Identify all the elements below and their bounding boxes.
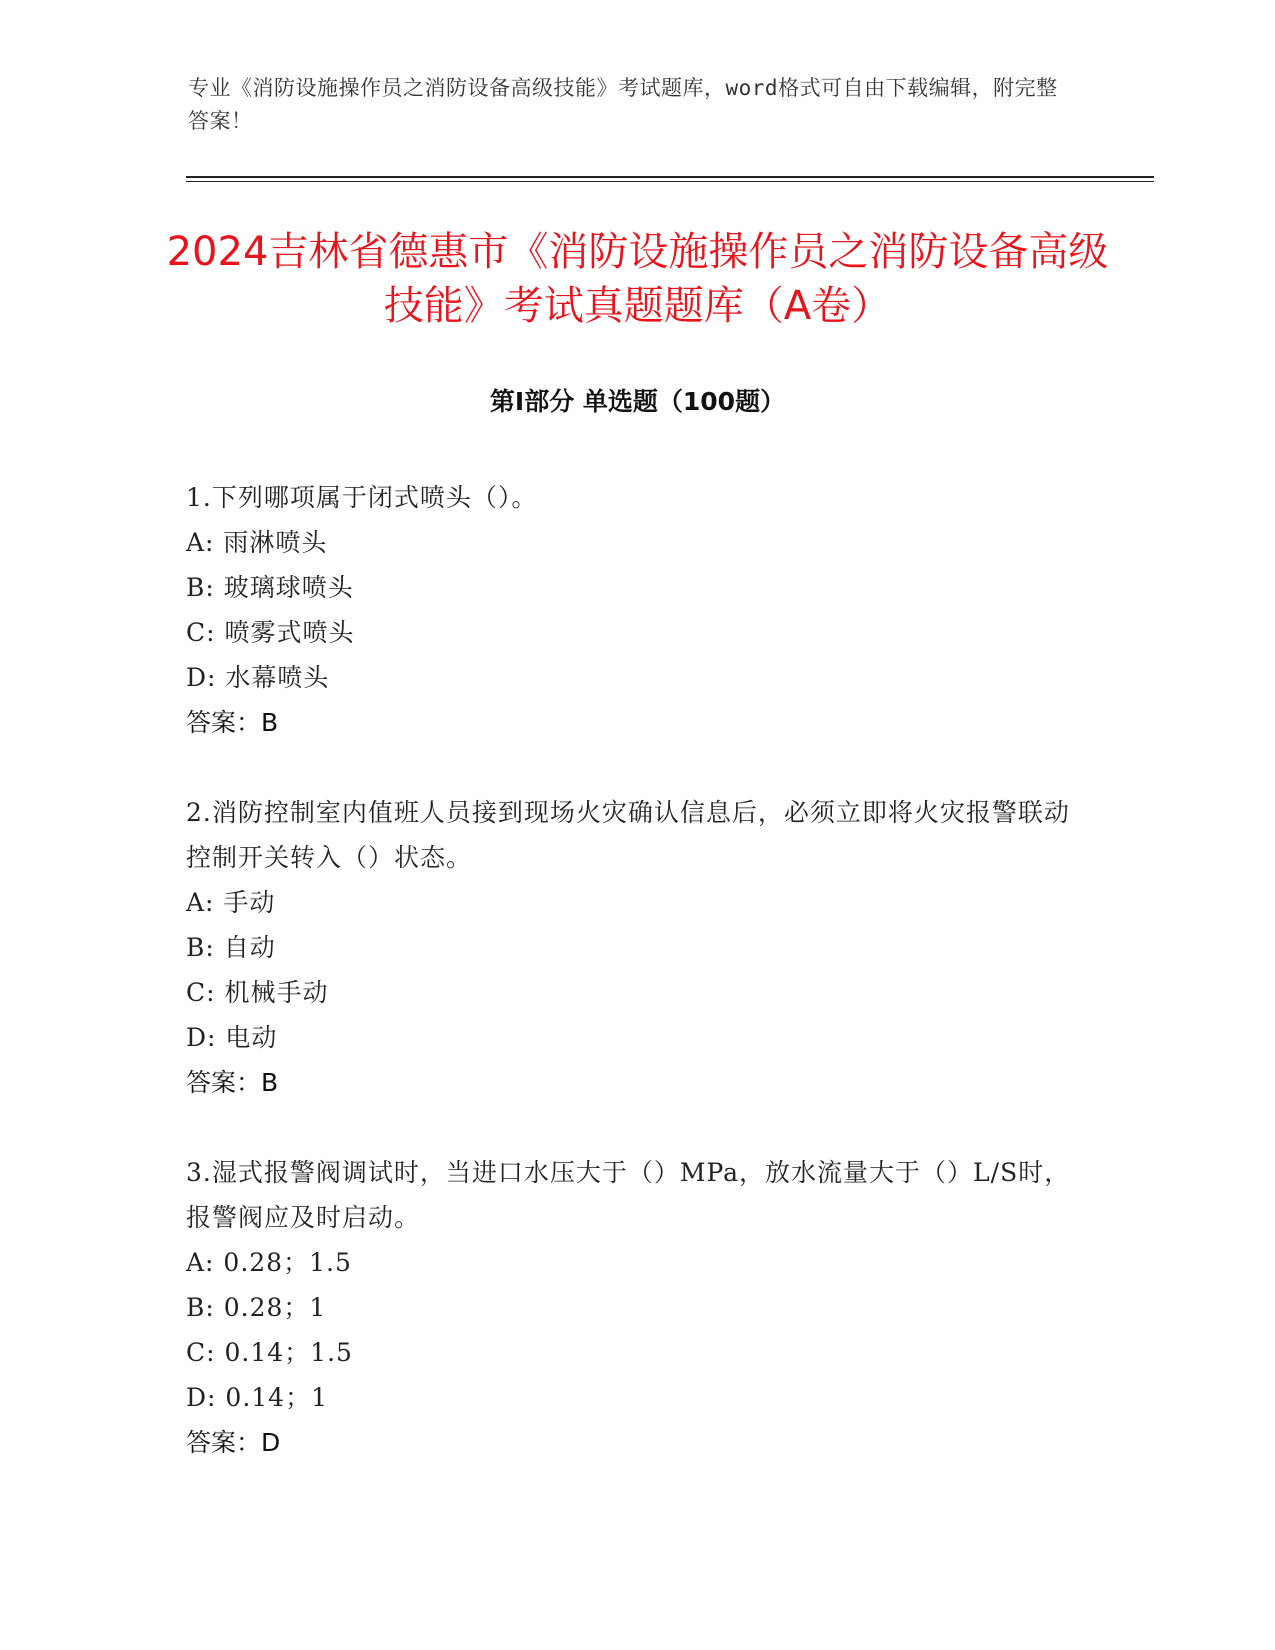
section-title: 第I部分 单选题（100题） <box>489 387 786 416</box>
header-divider-thin <box>186 181 1154 182</box>
option-d: D: 电动 <box>186 1023 278 1052</box>
option-c: C: 0.14；1.5 <box>186 1338 353 1367</box>
document-title: 2024吉林省德惠市《消防设施操作员之消防设备高级技能》考试真题题库（A卷） <box>166 229 1109 329</box>
question-stem: 3.湿式报警阀调试时，当进口水压大于（）MPa，放水流量大于（）L/S时，报警阀应及时启动。 <box>186 1158 1071 1232</box>
question-3 <box>186 1150 1086 1465</box>
question-1 <box>186 475 1086 745</box>
option-a: A: 手动 <box>186 888 276 917</box>
option-d: D: 水幕喷头 <box>186 663 330 692</box>
option-a: A: 雨淋喷头 <box>186 528 328 557</box>
option-c: C: 机械手动 <box>186 978 329 1007</box>
option-d: D: 0.14；1 <box>186 1383 328 1412</box>
option-b: B: 自动 <box>186 933 276 962</box>
option-b: B: 0.28；1 <box>186 1293 327 1322</box>
answer-line: 答案：D <box>186 1428 281 1457</box>
answer-line: 答案：B <box>186 708 279 737</box>
answer-line: 答案：B <box>186 1068 279 1097</box>
option-c: C: 喷雾式喷头 <box>186 618 355 647</box>
header-divider-thick <box>186 176 1154 178</box>
question-stem: 2.消防控制室内值班人员接到现场火灾确认信息后，必须立即将火灾报警联动控制开关转入（）状态。 <box>186 798 1070 872</box>
header-note: 专业《消防设施操作员之消防设备高级技能》考试题库，word格式可自由下载编辑，附完整答案！ <box>188 76 1058 133</box>
question-list <box>186 475 1086 1465</box>
question-2 <box>186 790 1086 1105</box>
option-a: A: 0.28；1.5 <box>186 1248 352 1277</box>
question-stem: 1.下列哪项属于闭式喷头（）。 <box>186 483 538 512</box>
option-b: B: 玻璃球喷头 <box>186 573 354 602</box>
